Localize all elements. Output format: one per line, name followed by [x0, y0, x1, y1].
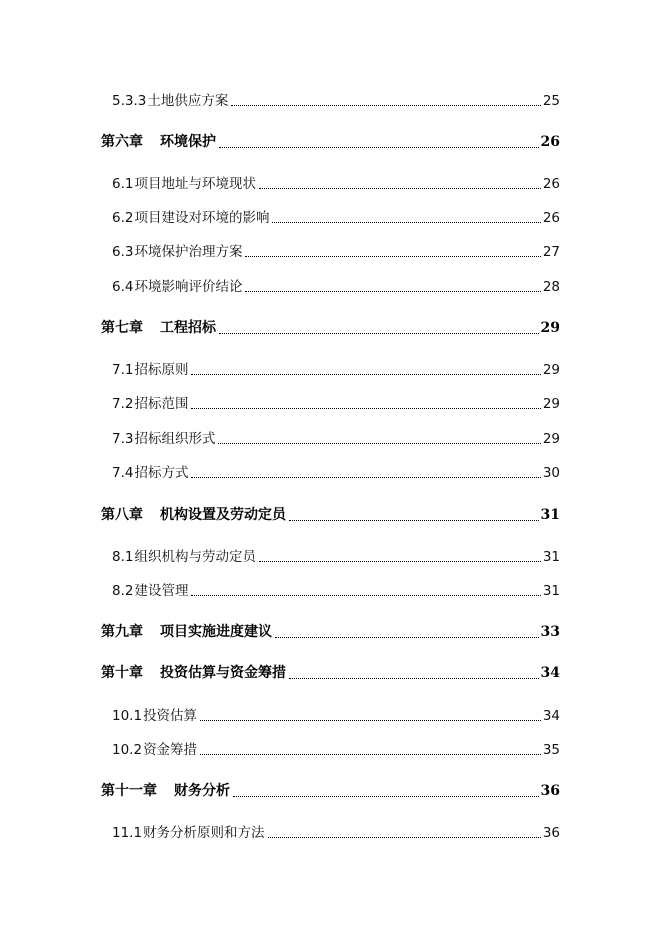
toc-entry-label — [112, 545, 256, 565]
page-number: 29 — [542, 362, 560, 378]
toc-entry-7-2[interactable] — [112, 392, 560, 412]
toc-entry-11-1[interactable] — [112, 821, 560, 841]
section-title: 项目建设对环境的影响 — [134, 210, 270, 226]
page-number: 34 — [540, 665, 560, 681]
toc-chapter-11[interactable] — [101, 780, 560, 800]
section-number: 5.3.3 — [112, 93, 147, 109]
toc-entry-label — [112, 89, 228, 109]
toc-entry-label — [101, 662, 286, 682]
dot-leader — [268, 836, 541, 838]
page-number: 34 — [542, 708, 560, 724]
section-number: 6.2 — [112, 210, 134, 226]
chapter-number: 第六章 — [101, 134, 143, 150]
page-number: 26 — [542, 210, 560, 226]
toc-entry-label — [112, 206, 269, 226]
toc-entry-6-4[interactable] — [112, 275, 560, 295]
page-number: 27 — [542, 244, 560, 260]
chapter-title: 机构设置及劳动定员 — [160, 507, 286, 523]
toc-entry-label — [112, 275, 242, 295]
section-number: 8.2 — [112, 583, 134, 599]
section-number: 7.4 — [112, 465, 134, 481]
dot-leader — [231, 104, 540, 106]
section-number: 11.1 — [112, 825, 143, 841]
toc-chapter-10[interactable] — [101, 662, 560, 682]
dot-leader — [289, 519, 539, 521]
toc-entry-label — [112, 579, 188, 599]
dot-leader — [259, 187, 541, 189]
toc-entry-label — [112, 821, 265, 841]
page-number: 35 — [542, 742, 560, 758]
page-number: 28 — [542, 279, 560, 295]
dot-leader — [191, 476, 540, 478]
toc-entry-6-3[interactable] — [112, 240, 560, 260]
toc-entry-label — [112, 427, 215, 447]
dot-leader — [272, 221, 540, 223]
chapter-number: 第七章 — [101, 320, 143, 336]
dot-leader — [259, 560, 541, 562]
section-title: 投资估算 — [143, 708, 198, 724]
chapter-number: 第十章 — [101, 665, 143, 681]
chapter-title: 财务分析 — [174, 783, 230, 799]
dot-leader — [245, 290, 540, 292]
section-number: 7.1 — [112, 362, 134, 378]
toc-entry-8-2[interactable] — [112, 579, 560, 599]
toc-entry-6-1[interactable] — [112, 172, 560, 192]
toc-entry-6-2[interactable] — [112, 206, 560, 226]
page-number: 29 — [542, 396, 560, 412]
section-title: 资金筹措 — [143, 742, 198, 758]
section-title: 财务分析原则和方法 — [143, 825, 265, 841]
section-number: 6.3 — [112, 244, 134, 260]
page-number: 31 — [540, 507, 560, 523]
dot-leader — [245, 255, 540, 257]
dot-leader — [289, 677, 539, 679]
page-number: 26 — [540, 134, 560, 150]
toc-entry-7-4[interactable] — [112, 461, 560, 481]
toc-chapter-8[interactable] — [101, 504, 560, 524]
chapter-title: 投资估算与资金筹措 — [160, 665, 286, 681]
chapter-number: 第九章 — [101, 624, 143, 640]
section-title: 招标组织形式 — [134, 431, 216, 447]
section-title: 环境影响评价结论 — [134, 279, 243, 295]
toc-chapter-6[interactable] — [101, 131, 560, 151]
toc-entry-5-3-3[interactable] — [112, 89, 560, 109]
toc-entry-label — [112, 738, 197, 758]
dot-leader — [219, 332, 539, 334]
toc-entry-label — [112, 704, 197, 724]
dot-leader — [275, 636, 539, 638]
chapter-number: 第八章 — [101, 507, 143, 523]
section-number: 7.2 — [112, 396, 134, 412]
page-number: 36 — [540, 783, 560, 799]
section-number: 7.3 — [112, 431, 134, 447]
toc-entry-label — [101, 131, 216, 151]
dot-leader — [233, 795, 539, 797]
toc-entry-label — [112, 240, 242, 260]
toc-chapter-7[interactable] — [101, 317, 560, 337]
page-number: 25 — [542, 93, 560, 109]
section-title: 招标原则 — [134, 362, 189, 378]
dot-leader — [191, 373, 540, 375]
page-number: 30 — [542, 465, 560, 481]
section-title: 环境保护治理方案 — [134, 244, 243, 260]
toc-entry-label — [101, 317, 216, 337]
toc-entry-8-1[interactable] — [112, 545, 560, 565]
toc-entry-label — [101, 780, 230, 800]
page-number: 31 — [542, 549, 560, 565]
page-number: 29 — [540, 320, 560, 336]
section-number: 6.4 — [112, 279, 134, 295]
dot-leader — [219, 146, 539, 148]
toc-entry-label — [112, 172, 256, 192]
section-title: 项目地址与环境现状 — [134, 176, 256, 192]
chapter-title: 工程招标 — [160, 320, 216, 336]
section-number: 6.1 — [112, 176, 134, 192]
toc-entry-label — [112, 358, 188, 378]
dot-leader — [200, 719, 541, 721]
page-number: 31 — [542, 583, 560, 599]
section-number: 10.2 — [112, 742, 143, 758]
page-number: 36 — [542, 825, 560, 841]
toc-entry-label — [112, 392, 188, 412]
toc-entry-10-1[interactable] — [112, 704, 560, 724]
page-number: 26 — [542, 176, 560, 192]
dot-leader — [191, 594, 540, 596]
toc-entry-label — [101, 621, 272, 641]
section-title: 招标方式 — [134, 465, 189, 481]
section-title: 组织机构与劳动定员 — [134, 549, 256, 565]
toc-entry-10-2[interactable] — [112, 738, 560, 758]
toc-entry-7-1[interactable] — [112, 358, 560, 378]
toc-entry-label — [112, 461, 188, 481]
chapter-title: 环境保护 — [160, 134, 216, 150]
dot-leader — [218, 442, 540, 444]
toc-chapter-9[interactable] — [101, 621, 560, 641]
section-title: 建设管理 — [134, 583, 189, 599]
toc-entry-label — [101, 504, 286, 524]
page-number: 29 — [542, 431, 560, 447]
page-number: 33 — [540, 624, 560, 640]
section-number: 8.1 — [112, 549, 134, 565]
chapter-title: 项目实施进度建议 — [160, 624, 272, 640]
section-title: 土地供应方案 — [147, 93, 229, 109]
section-number: 10.1 — [112, 708, 143, 724]
toc-entry-7-3[interactable] — [112, 427, 560, 447]
section-title: 招标范围 — [134, 396, 189, 412]
dot-leader — [200, 753, 541, 755]
dot-leader — [191, 407, 540, 409]
chapter-number: 第十一章 — [101, 783, 157, 799]
